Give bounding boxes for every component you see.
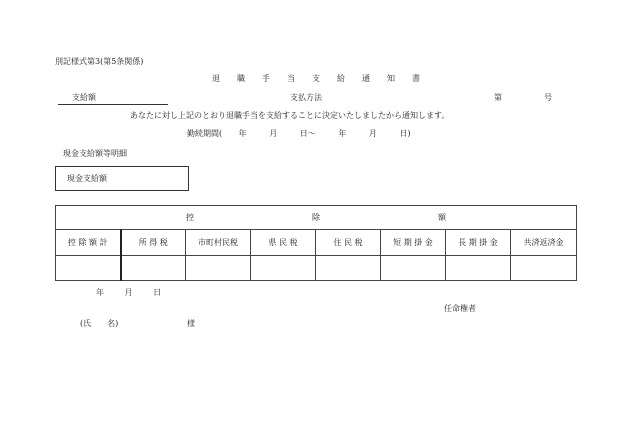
title-char: 給 [337,74,345,83]
service-period-year-start: 年 [238,129,247,138]
title-char: 通 [362,74,370,83]
number-dai: 第 [494,93,502,102]
cell-municipal-tax [186,256,251,281]
col-short-term-premium: 短 期 掛 金 [381,230,446,256]
honorific-sama: 様 [187,319,195,328]
service-period-year-end: 年 [338,129,347,138]
cell-long-term-premium [446,256,511,281]
cash-amount-box [55,166,189,191]
col-resident-tax: 住 民 税 [316,230,381,256]
title-char: 支 [312,74,320,83]
title-char: 知 [387,74,395,83]
service-period-day-start: 日〜 [299,129,316,138]
table-column-row [56,230,577,256]
cell-mutual-aid-repayment [511,256,577,281]
header-char: 控 [186,212,194,222]
table-header-row [56,206,577,230]
title-char: 手 [262,74,270,83]
col-total-deduction: 控 除 額 計 [56,230,121,256]
col-income-tax: 所 得 税 [121,230,186,256]
payment-amount-field [58,94,168,105]
service-period-month-end: 月 [368,129,377,138]
table-row [56,256,577,281]
issue-date-year: 年 [96,288,104,297]
payment-method-label: 支払方法 [290,93,322,102]
notice-text: あなたに対し上記のとおり退職手当を支給することに決定いたしましたから通知します。 [130,111,450,120]
col-long-term-premium: 長 期 掛 金 [446,230,511,256]
cash-amount-label: 現金支給額 [67,174,107,183]
form-reference: 別記様式第3(第5条関係) [55,57,144,66]
payment-amount-label: 支給額 [72,93,96,102]
issue-date-day: 日 [153,288,162,297]
title-char: 書 [412,74,420,83]
service-period-day-end: 日) [399,129,411,138]
cell-total-deduction [56,256,121,281]
issue-date-month: 月 [124,288,133,297]
service-period-month-start: 月 [269,129,278,138]
header-char: 除 [312,212,320,222]
breakdown-heading: 現金支給額等明細 [63,149,127,158]
appointing-authority-label: 任命権者 [444,304,476,313]
deduction-header-cell [56,206,577,230]
cell-short-term-premium [381,256,446,281]
col-mutual-aid-repayment: 共済返済金 [511,230,577,256]
number-go: 号 [544,93,552,102]
title-char: 退 [212,74,220,83]
name-label: (氏 名) [80,319,119,328]
header-char: 額 [438,212,446,222]
cell-income-tax [121,256,186,281]
title-char: 職 [237,74,245,83]
title-char: 当 [287,74,295,83]
service-period [187,130,411,138]
deduction-table [55,205,577,281]
cell-prefectural-tax [251,256,316,281]
issue-date [96,289,161,297]
col-municipal-tax: 市町村民税 [186,230,251,256]
service-period-label: 勤続期間( [187,129,223,138]
document-title [212,75,420,83]
cell-resident-tax [316,256,381,281]
col-prefectural-tax: 県 民 税 [251,230,316,256]
